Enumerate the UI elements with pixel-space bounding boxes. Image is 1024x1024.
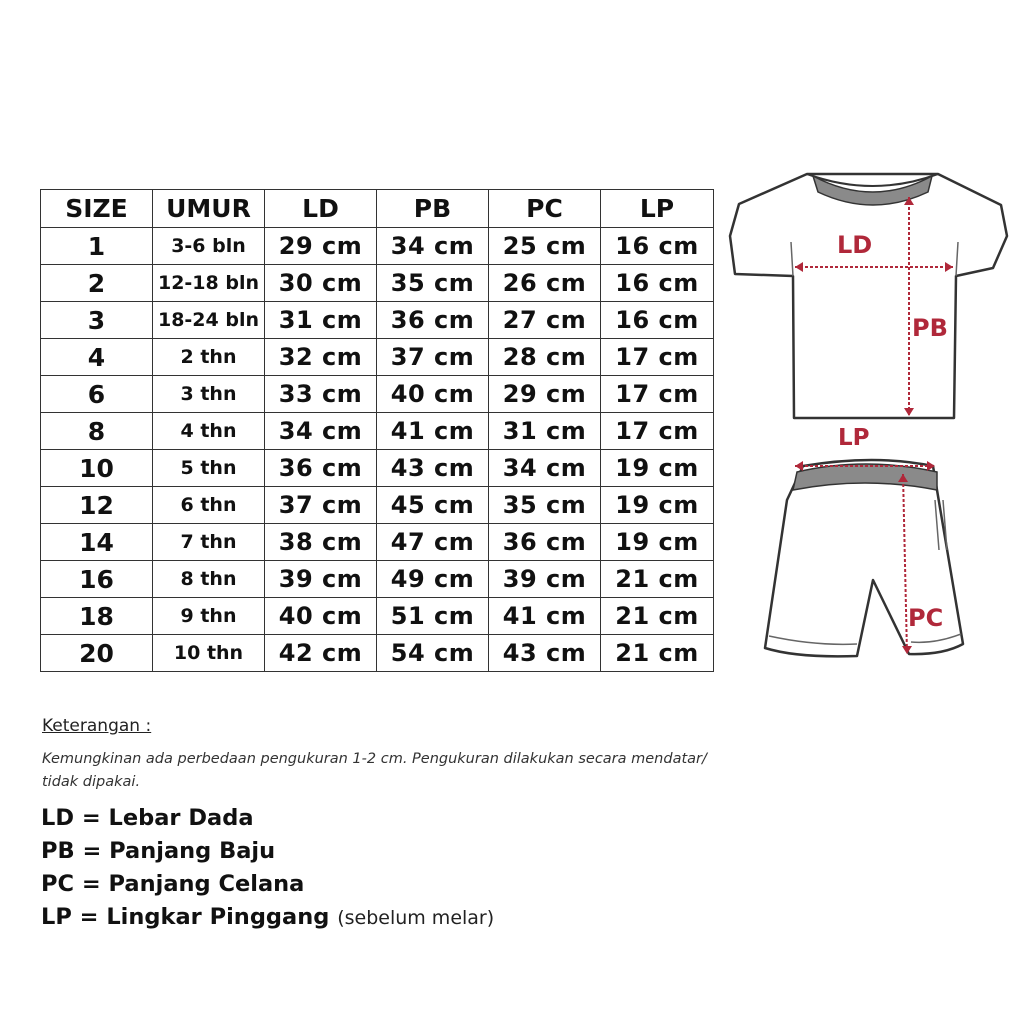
cell-size: 8	[41, 413, 153, 450]
table-body	[41, 228, 714, 672]
cell-lp: 17 cm	[601, 376, 714, 413]
cell-size: 6	[41, 376, 153, 413]
legend-text: PB = Panjang Baju	[41, 838, 276, 864]
cell-umur: 4 thn	[153, 413, 265, 450]
cell-umur: 6 thn	[153, 487, 265, 524]
cell-ld: 31 cm	[265, 302, 377, 339]
table-header-row	[41, 190, 714, 228]
tshirt-icon	[730, 174, 1007, 418]
header-pc: PC	[489, 190, 601, 228]
cell-umur: 12-18 bln	[153, 265, 265, 302]
cell-pc: 26 cm	[489, 265, 601, 302]
table-row	[41, 487, 714, 524]
cell-ld: 39 cm	[265, 561, 377, 598]
cell-umur: 9 thn	[153, 598, 265, 635]
garment-diagram	[725, 160, 1015, 670]
table-row	[41, 265, 714, 302]
header-ld: LD	[265, 190, 377, 228]
cell-lp: 17 cm	[601, 339, 714, 376]
cell-ld: 37 cm	[265, 487, 377, 524]
cell-ld: 36 cm	[265, 450, 377, 487]
cell-lp: 19 cm	[601, 524, 714, 561]
cell-size: 4	[41, 339, 153, 376]
cell-pb: 37 cm	[377, 339, 489, 376]
table-row	[41, 450, 714, 487]
cell-lp: 16 cm	[601, 302, 714, 339]
legend-item-ld	[41, 805, 254, 831]
cell-pb: 34 cm	[377, 228, 489, 265]
lp-diagram-label: LP	[838, 425, 870, 451]
cell-pb: 43 cm	[377, 450, 489, 487]
header-umur: UMUR	[153, 190, 265, 228]
cell-pc: 27 cm	[489, 302, 601, 339]
cell-size: 14	[41, 524, 153, 561]
table-row	[41, 598, 714, 635]
cell-lp: 21 cm	[601, 598, 714, 635]
size-chart-table	[40, 189, 714, 672]
pc-diagram-label: PC	[908, 604, 944, 632]
cell-pb: 35 cm	[377, 265, 489, 302]
pb-diagram-label: PB	[912, 314, 948, 342]
cell-umur: 3-6 bln	[153, 228, 265, 265]
cell-pc: 31 cm	[489, 413, 601, 450]
header-pb: PB	[377, 190, 489, 228]
cell-pc: 28 cm	[489, 339, 601, 376]
legend-item-lp	[41, 904, 494, 930]
cell-pc: 43 cm	[489, 635, 601, 672]
cell-size: 1	[41, 228, 153, 265]
cell-pc: 36 cm	[489, 524, 601, 561]
cell-ld: 32 cm	[265, 339, 377, 376]
cell-umur: 5 thn	[153, 450, 265, 487]
cell-ld: 34 cm	[265, 413, 377, 450]
cell-umur: 3 thn	[153, 376, 265, 413]
cell-umur: 2 thn	[153, 339, 265, 376]
cell-ld: 38 cm	[265, 524, 377, 561]
cell-lp: 16 cm	[601, 228, 714, 265]
table-row	[41, 524, 714, 561]
cell-ld: 30 cm	[265, 265, 377, 302]
cell-ld: 29 cm	[265, 228, 377, 265]
legend-text: LD = Lebar Dada	[41, 805, 254, 831]
table-row	[41, 635, 714, 672]
cell-size: 18	[41, 598, 153, 635]
legend-extra: (sebelum melar)	[337, 907, 495, 929]
table-row	[41, 339, 714, 376]
cell-size: 12	[41, 487, 153, 524]
header-lp: LP	[601, 190, 714, 228]
legend-item-pb	[41, 838, 275, 864]
cell-size: 10	[41, 450, 153, 487]
cell-lp: 16 cm	[601, 265, 714, 302]
cell-pc: 41 cm	[489, 598, 601, 635]
cell-pb: 40 cm	[377, 376, 489, 413]
cell-pb: 49 cm	[377, 561, 489, 598]
cell-pb: 41 cm	[377, 413, 489, 450]
cell-lp: 21 cm	[601, 561, 714, 598]
cell-ld: 40 cm	[265, 598, 377, 635]
legend-item-pc	[41, 871, 304, 897]
cell-lp: 19 cm	[601, 450, 714, 487]
ld-diagram-label: LD	[837, 231, 873, 259]
cell-umur: 8 thn	[153, 561, 265, 598]
table-row	[41, 376, 714, 413]
cell-pc: 35 cm	[489, 487, 601, 524]
cell-pc: 25 cm	[489, 228, 601, 265]
cell-pc: 34 cm	[489, 450, 601, 487]
cell-pc: 29 cm	[489, 376, 601, 413]
table-row	[41, 228, 714, 265]
cell-ld: 42 cm	[265, 635, 377, 672]
cell-pc: 39 cm	[489, 561, 601, 598]
header-size: SIZE	[41, 190, 153, 228]
cell-pb: 54 cm	[377, 635, 489, 672]
cell-pb: 45 cm	[377, 487, 489, 524]
legend-text: PC = Panjang Celana	[41, 871, 305, 897]
legend-text: LP = Lingkar Pinggang	[41, 904, 330, 930]
cell-size: 2	[41, 265, 153, 302]
cell-ld: 33 cm	[265, 376, 377, 413]
notes-title: Keterangan :	[42, 716, 152, 736]
table-row	[41, 302, 714, 339]
notes-body: Kemungkinan ada perbedaan pengukuran 1-2 cm. Pengukuran dilakukan secara mendatar/ tidak dipakai.	[42, 751, 707, 790]
cell-size: 16	[41, 561, 153, 598]
cell-lp: 17 cm	[601, 413, 714, 450]
cell-umur: 7 thn	[153, 524, 265, 561]
cell-umur: 18-24 bln	[153, 302, 265, 339]
cell-size: 20	[41, 635, 153, 672]
cell-lp: 19 cm	[601, 487, 714, 524]
table-row	[41, 413, 714, 450]
cell-lp: 21 cm	[601, 635, 714, 672]
table-row	[41, 561, 714, 598]
cell-pb: 36 cm	[377, 302, 489, 339]
cell-pb: 47 cm	[377, 524, 489, 561]
cell-umur: 10 thn	[153, 635, 265, 672]
cell-size: 3	[41, 302, 153, 339]
cell-pb: 51 cm	[377, 598, 489, 635]
